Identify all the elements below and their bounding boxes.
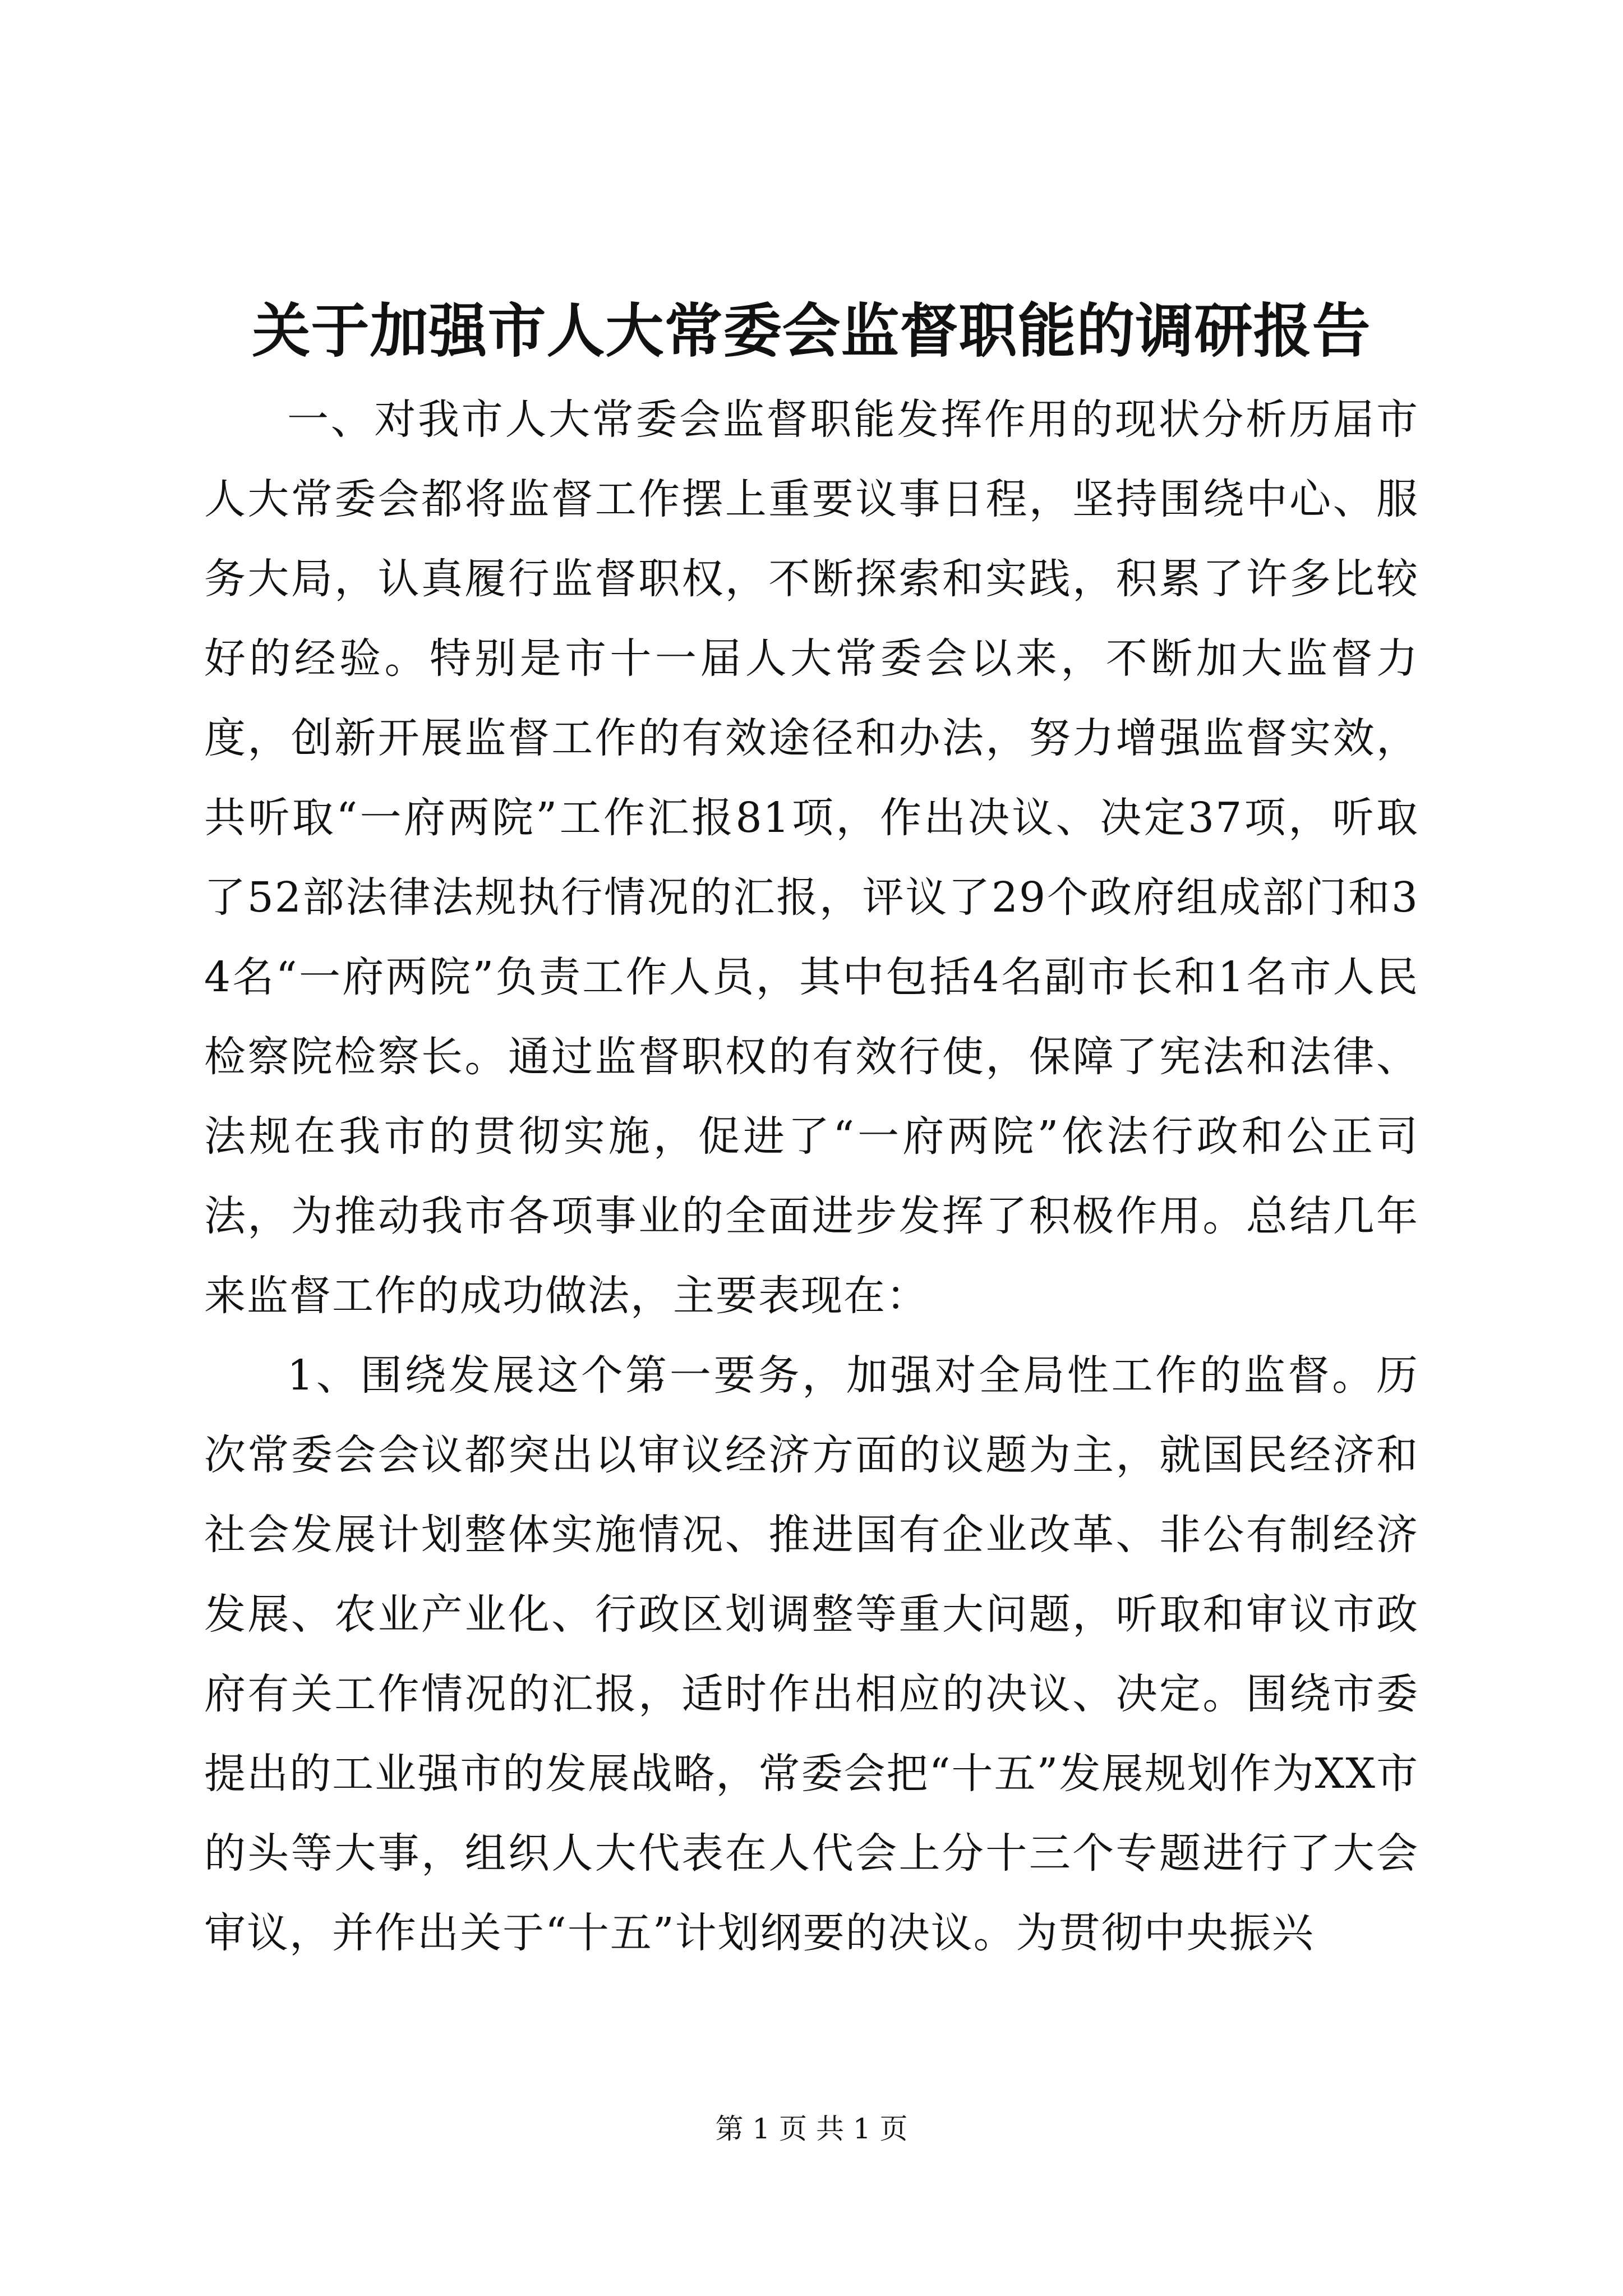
paragraph-2: 1、围绕发展这个第一要务，加强对全局性工作的监督。历次常委会会议都突出以审议经济方面的议题为主，就国民经济和社会发展计划整体实施情况、推进国有企业改革、非公有制经济发展、农业产业化、行政区划调整等重大问题，听取和审议市政府有关工作情况的汇报，适时作出相应的决议、决定。围绕市委提出的工业强市的发展战略，常委会把“十五”发展规划作为XX市的头等大事，组织人大代表在人代会上分十三个专题进行了大会审议，并作出关于“十五”计划纲要的决议。为贯彻中央振兴 bbox=[204, 1351, 1419, 1957]
document-body bbox=[204, 380, 1419, 1973]
page-number-footer: 第 1 页 共 1 页 bbox=[715, 2113, 908, 2145]
document-title: 关于加强市人大常委会监督职能的调研报告 bbox=[252, 296, 1371, 365]
paragraph-1: 一、对我市人大常委会监督职能发挥作用的现状分析历届市人大常委会都将监督工作摆上重要议事日程，坚持围绕中心、服务大局，认真履行监督职权，不断探索和实践，积累了许多比较好的经验。特别是市十一届人大常委会以来，不断加大监督力度，创新开展监督工作的有效途径和办法，努力增强监督实效，共听取“一府两院”工作汇报81项，作出决议、决定37项，听取了52部法律法规执行情况的汇报，评议了29个政府组成部门和34名“一府两院”负责工作人员，其中包括4名副市长和1名市人民检察院检察长。通过监督职权的有效行使，保障了宪法和法律、法规在我市的贯彻实施，促进了“一府两院”依法行政和公正司法，为推动我市各项事业的全面进步发挥了积极作用。总结几年来监督工作的成功做法，主要表现在： bbox=[204, 395, 1419, 1320]
